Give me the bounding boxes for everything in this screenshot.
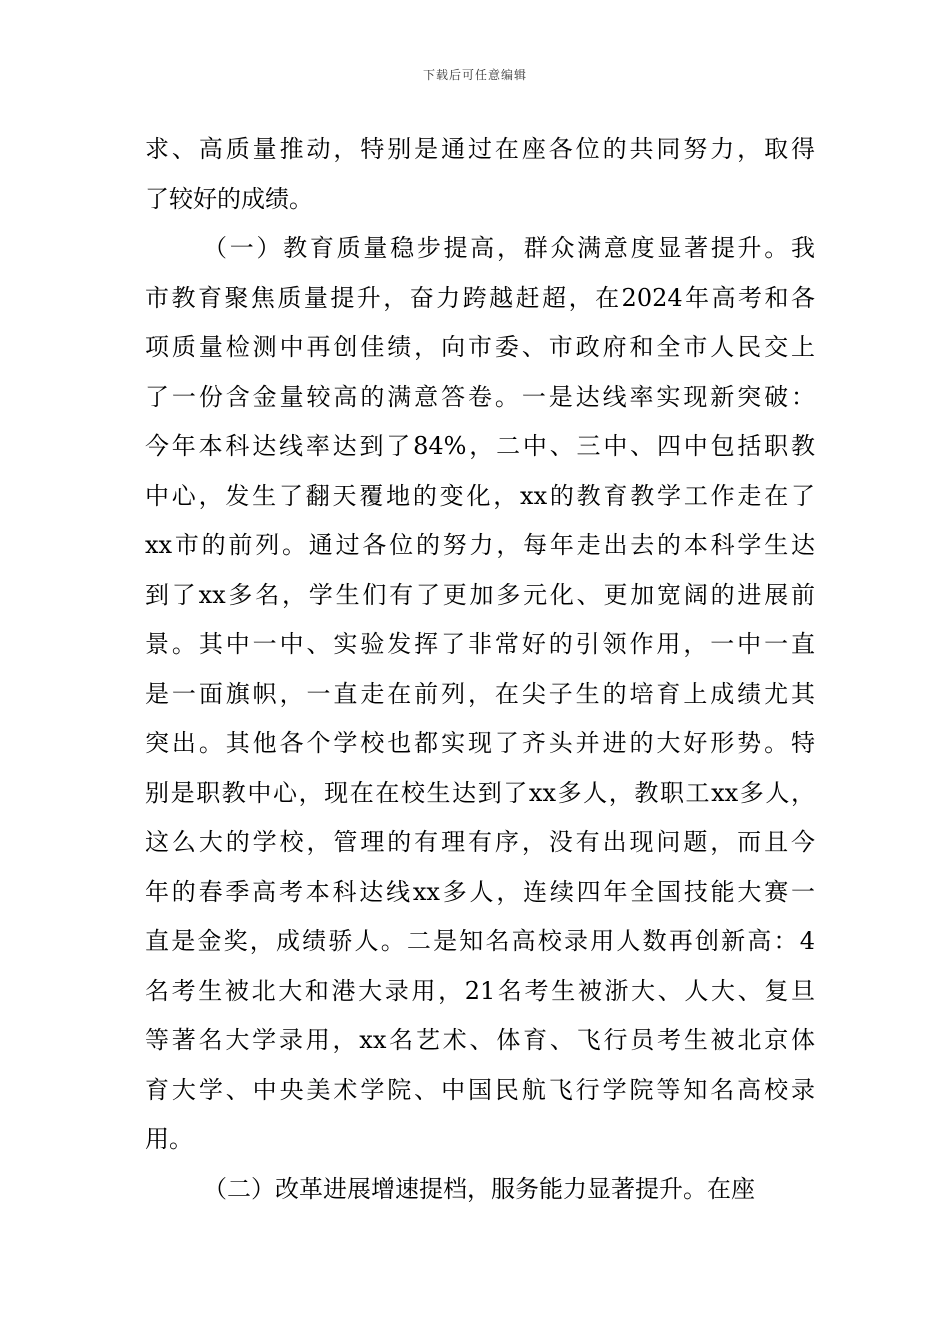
text-line: 市教育聚焦质量提升，奋力跨越赶超，在2024年高考和各 bbox=[145, 283, 815, 312]
text-line: 别是职教中心，现在在校生达到了xx多人，教职工xx多人， bbox=[145, 778, 815, 807]
text-line: 这么大的学校，管理的有理有序，没有出现问题，而且今 bbox=[145, 828, 815, 856]
text-line: 用。 bbox=[145, 1125, 193, 1153]
text-line: 年的春季高考本科达线xx多人，连续四年全国技能大赛一 bbox=[145, 877, 815, 906]
text-line: 到了xx多名，学生们有了更加多元化、更加宽阔的进展前 bbox=[145, 580, 815, 609]
text-line: 等著名大学录用，xx名艺术、体育、飞行员考生被北京体 bbox=[145, 1026, 815, 1054]
text-line: 中心，发生了翻天覆地的变化，xx的教育教学工作走在了 bbox=[145, 481, 815, 510]
text-line: 了一份含金量较高的满意答卷。一是达线率实现新突破： bbox=[145, 382, 815, 411]
text-line: xx市的前列。通过各位的努力，每年走出去的本科学生达 bbox=[145, 531, 815, 559]
paragraph-first-line: （一）教育质量稳步提高，群众满意度显著提升。我 bbox=[203, 234, 815, 262]
page-header: 下载后可任意编辑 bbox=[422, 68, 527, 82]
text-line: 是一面旗帜，一直走在前列，在尖子生的培育上成绩尤其 bbox=[145, 679, 815, 708]
text-line: 育大学、中央美术学院、中国民航飞行学院等知名高校录 bbox=[145, 1075, 815, 1104]
text-line: 名考生被北大和港大录用，21名考生被浙大、人大、复旦 bbox=[145, 976, 815, 1005]
text-line: 了较好的成绩。 bbox=[145, 184, 313, 213]
document-body bbox=[145, 125, 815, 1214]
paragraph-first-line: （二）改革进展增速提档，服务能力显著提升。在座 bbox=[203, 1174, 755, 1203]
text-line: 景。其中一中、实验发挥了非常好的引领作用，一中一直 bbox=[145, 630, 815, 658]
text-line: 今年本科达线率达到了84%，二中、三中、四中包括职教 bbox=[145, 432, 815, 460]
text-line: 求、高质量推动，特别是通过在座各位的共同努力，取得 bbox=[145, 135, 815, 163]
text-line: 直是金奖，成绩骄人。二是知名高校录用人数再创新高：4 bbox=[145, 927, 815, 955]
text-line: 项质量检测中再创佳绩，向市委、市政府和全市人民交上 bbox=[145, 333, 815, 361]
text-line: 突出。其他各个学校也都实现了齐头并进的大好形势。特 bbox=[145, 729, 815, 757]
